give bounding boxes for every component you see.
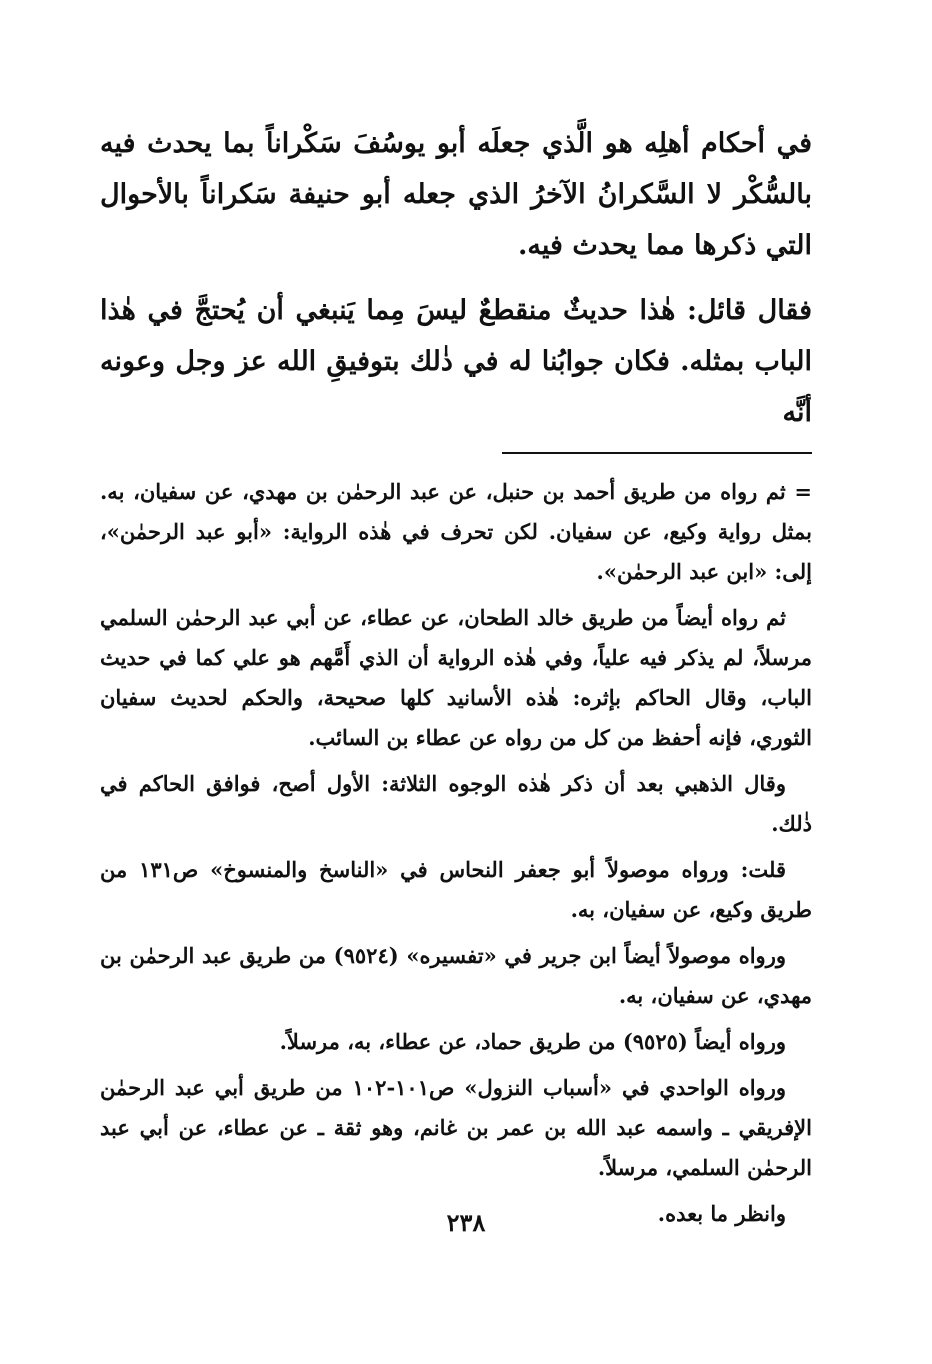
main-text <box>100 118 812 438</box>
footnote-paragraph: = ثم رواه من طريق أحمد بن حنبل، عن عبد الرحمٰن بن مهدي، عن سفيان، به. بمثل رواية وكيع، عن سفيان. لكن تحرف في هٰذه الرواية: «أبو عبد الرحمٰن»، إلى: «ابن عبد الرحمٰن». <box>100 479 812 584</box>
footnote-paragraph: ورواه موصولاً أيضاً ابن جرير في «تفسيره» (٩٥٢٤) من طريق عبد الرحمٰن بن مهدي، عن سفيان، به. <box>100 943 812 1008</box>
footnote-paragraph: ورواه الواحدي في «أسباب النزول» ص١٠١-١٠٢ من طريق أبي عبد الرحمٰن الإفريقي ـ واسمه عبد الله بن عمر بن غانم، وهو ثقة ـ عن عطاء، عن أبي عبد الرحمٰن السلمي، مرسلاً. <box>100 1075 812 1180</box>
footnote-paragraph: ثم رواه أيضاً من طريق خالد الطحان، عن عطاء، عن أبي عبد الرحمٰن السلمي مرسلاً، لم يذكر فيه علياً، وفي هٰذه الرواية أن الذي أَمَّهم هو علي كما في حديث الباب، وقال الحاكم بإثره: هٰذه الأسانيد كلها صحيحة، والحكم لحديث سفيان الثوري، فإنه أحفظ من كل من رواه عن عطاء بن السائب. <box>100 605 812 750</box>
footnote-paragraph: وقال الذهبي بعد أن ذكر هٰذه الوجوه الثلاثة: الأول أصح، فوافق الحاكم في ذٰلك. <box>100 771 812 836</box>
footnotes <box>100 472 812 1234</box>
footnote-separator <box>502 452 812 454</box>
footnote-paragraph: وانظر ما بعده. <box>657 1201 786 1226</box>
main-paragraph: في أحكام أهلِه هو الَّذي جعلَه أبو يوسُفَ سَكْراناً بما يحدث فيه بالسُّكْر لا السَّكرانُ الآخرُ الذي جعله أبو حنيفة سَكراناً بالأحوال التي ذكرها مما يحدث فيه. <box>100 128 812 261</box>
page-number: ٢٣٨ <box>446 1208 486 1237</box>
footnote-paragraph: ورواه أيضاً (٩٥٢٥) من طريق حماد، عن عطاء، به، مرسلاً. <box>279 1029 786 1054</box>
footnote-paragraph: قلت: ورواه موصولاً أبو جعفر النحاس في «الناسخ والمنسوخ» ص١٣١ من طريق وكيع، عن سفيان، به. <box>100 857 812 922</box>
main-paragraph: فقال قائل: هٰذا حديثٌ منقطعٌ ليسَ مِما يَنبغي أن يُحتجَّ في هٰذا الباب بمثله. فكان جوابُنا له في ذٰلك بتوفيقِ الله عز وجل وعونه أنَّه <box>100 295 812 428</box>
book-page <box>100 118 812 1240</box>
